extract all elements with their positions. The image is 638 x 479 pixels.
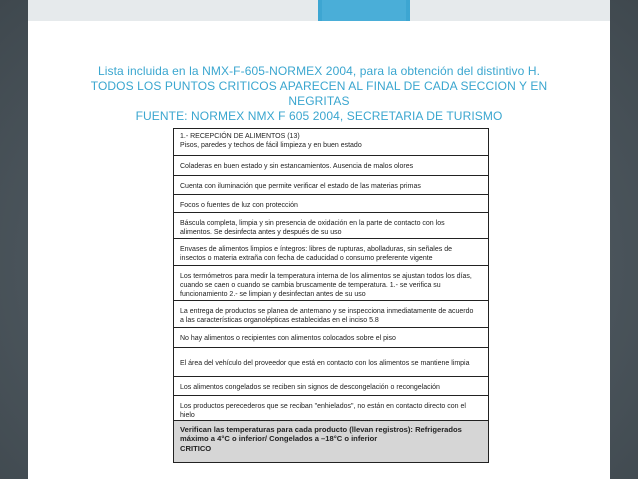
checklist-row: 1.- RECEPCIÓN DE ALIMENTOS (13) Pisos, paredes y techos de fácil limpieza y en buen estado	[174, 129, 488, 156]
checklist-row: Los productos perecederos que se reciban "enhielados", no están en contacto directo con el hielo	[174, 396, 488, 421]
title-line-2: TODOS LOS PUNTOS CRITICOS APARECEN AL FINAL DE CADA SECCION Y EN	[90, 79, 548, 93]
checklist-table	[173, 128, 489, 463]
title-line-1: Lista incluida en la NMX-F-605-NORMEX 2004, para la obtención del distintivo H.	[97, 64, 541, 78]
checklist-row: Los termómetros para medir la temperatura interna de los alimentos se ajustan todos los días, cuando se caen o cuando se cambia bruscamente de temperatura. 1.- se verifica su funcionamiento 2.- se limpian y desinfectan antes de su uso	[174, 266, 488, 301]
checklist-row: El área del vehículo del proveedor que está en contacto con los alimentos se mantiene limpia	[174, 348, 488, 377]
slide-title	[30, 64, 608, 124]
checklist-row: No hay alimentos o recipientes con alimentos colocados sobre el piso	[174, 328, 488, 348]
checklist-row: Los alimentos congelados se reciben sin signos de descongelación o recongelación	[174, 377, 488, 396]
checklist-row: La entrega de productos se planea de antemano y se inspecciona inmediatamente de acuerdo a las características organolépticas establecidas en el inciso 5.8	[174, 301, 488, 328]
checklist-row: Cuenta con iluminación que permite verificar el estado de las materias primas	[174, 176, 488, 195]
title-line-4: FUENTE: NORMEX NMX F 605 2004, SECRETARIA DE TURISMO	[135, 109, 503, 123]
checklist-row: Báscula completa, limpia y sin presencia de oxidación en la parte de contacto con los alimentos. Se desinfecta antes y después de su uso	[174, 213, 488, 239]
critical-point-row: Verifican las temperaturas para cada producto (llevan registros): Refrigerados máximo a 4°C o inferior/ Congelados a –18°C o inferior CRITICO	[174, 421, 488, 463]
checklist-row: Focos o fuentes de luz con protección	[174, 195, 488, 213]
checklist-row: Coladeras en buen estado y sin estancamientos. Ausencia de malos olores	[174, 156, 488, 176]
checklist-row: Envases de alimentos limpios e íntegros: libres de rupturas, abolladuras, sin señales de insectos o materia extraña con fecha de caducidad o consumo preferente vigente	[174, 239, 488, 266]
title-line-3: NEGRITAS	[288, 94, 350, 108]
